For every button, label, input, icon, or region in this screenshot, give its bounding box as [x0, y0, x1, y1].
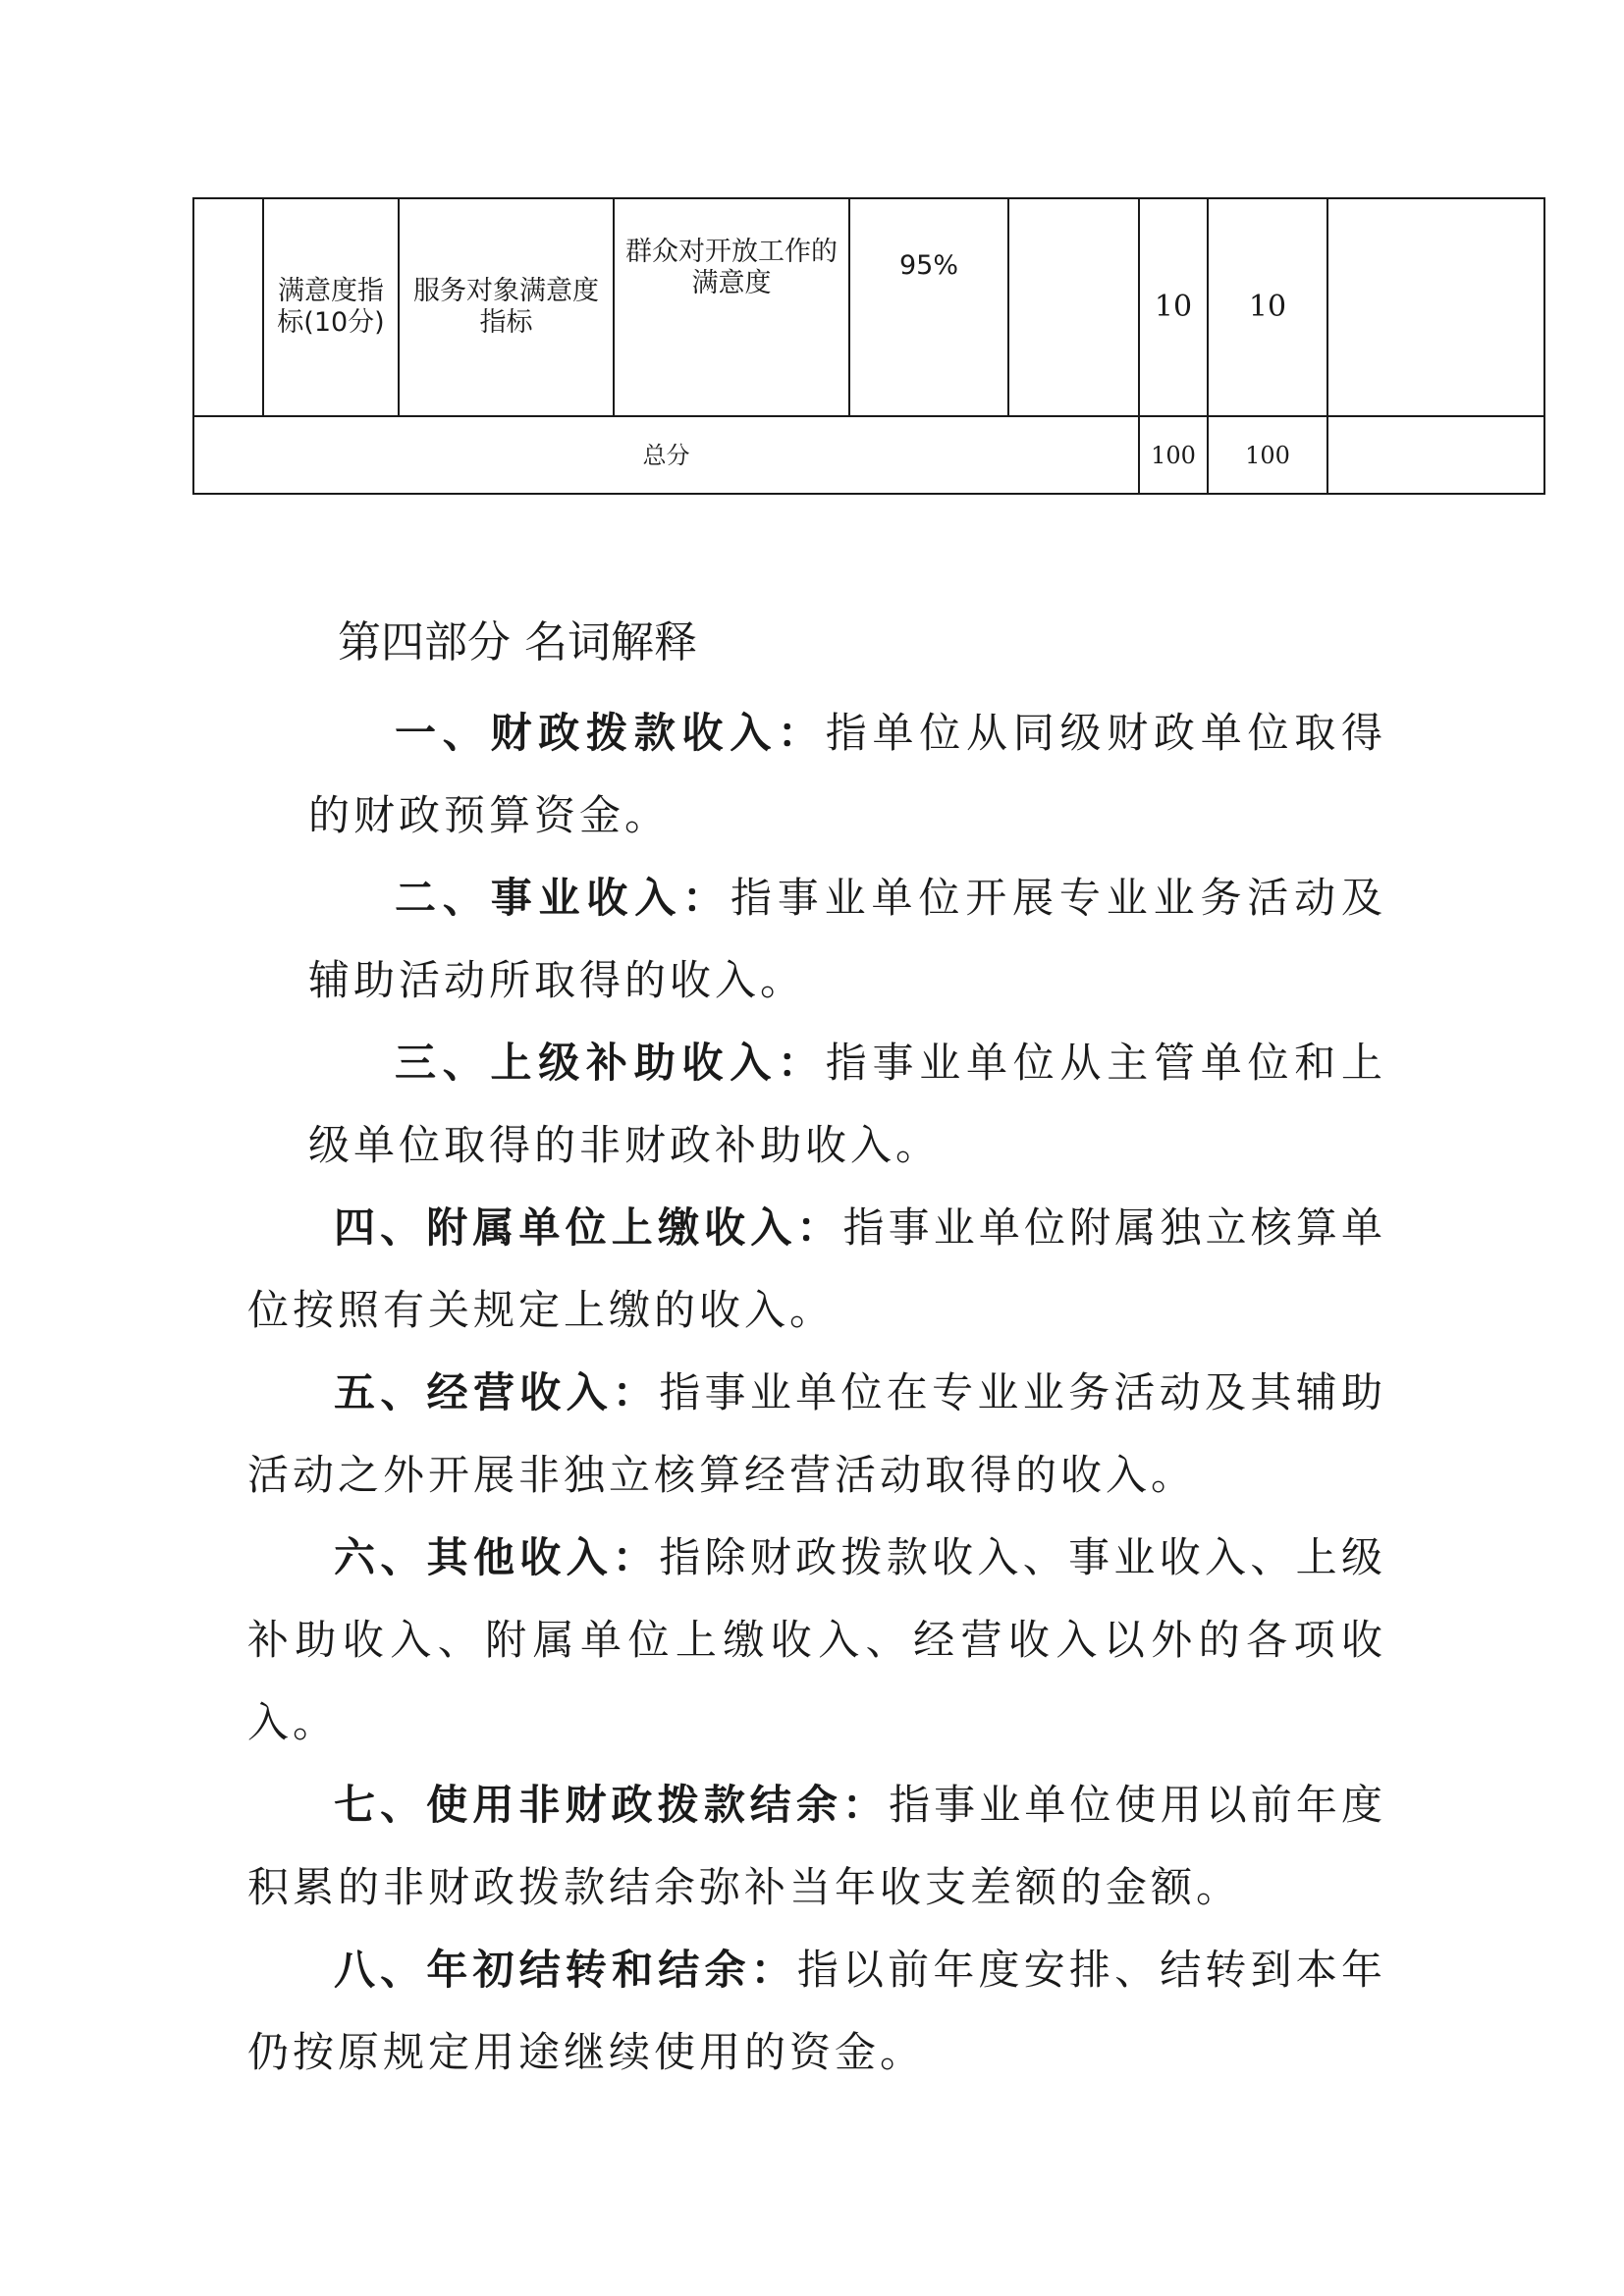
- definition-item: [247, 1764, 1386, 1929]
- definition-item: [247, 1187, 1386, 1352]
- definition-text: 指除财政拨款收入、事业收入、上级补助收入、附属单位上缴收入、经营收入以外的各项收入。: [247, 1533, 1386, 1746]
- table-cell-indicator-content: 群众对开放工作的满意度: [614, 198, 849, 416]
- definition-text: 指事业单位开展专业业务活动及辅助活动所取得的收入。: [308, 874, 1386, 1004]
- total-score: 100: [1208, 416, 1327, 494]
- table-row: [193, 198, 1544, 416]
- definition-text: 指以前年度安排、结转到本年仍按原规定用途继续使用的资金。: [247, 1946, 1386, 2076]
- definition-term: 六、其他收入：: [334, 1533, 660, 1581]
- definition-term: 四、附属单位上缴收入：: [334, 1203, 843, 1252]
- table-cell-score: 10: [1208, 198, 1327, 416]
- definition-text: 指事业单位使用以前年度积累的非财政拨款结余弥补当年收支差额的金额。: [247, 1781, 1386, 1911]
- definition-text: 指事业单位从主管单位和上级单位取得的非财政补助收入。: [308, 1039, 1386, 1169]
- definition-item: [247, 857, 1386, 1022]
- definition-text: 指事业单位在专业业务活动及其辅助活动之外开展非独立核算经营活动取得的收入。: [247, 1368, 1386, 1499]
- table-cell: [1008, 198, 1139, 416]
- definitions: [247, 692, 1386, 2094]
- definition-term: 一、财政拨款收入：: [395, 709, 826, 757]
- table-row-total: [193, 416, 1544, 494]
- definition-term: 八、年初结转和结余：: [334, 1946, 797, 1994]
- definition-term: 二、事业收入：: [395, 874, 731, 922]
- total-label: 总分: [193, 416, 1139, 494]
- definition-term: 七、使用非财政拨款结余：: [334, 1781, 890, 1829]
- definition-term: 三、上级补助收入：: [395, 1039, 826, 1087]
- section-title: 第四部分 名词解释: [338, 617, 697, 667]
- definition-item: [247, 1517, 1386, 1764]
- performance-table: [192, 197, 1545, 495]
- table-cell: [1327, 416, 1544, 494]
- table-cell-indicator-level2: 满意度指标(10分): [263, 198, 399, 416]
- table-cell-weight: 10: [1139, 198, 1208, 416]
- definition-item: [247, 1022, 1386, 1187]
- definition-item: [247, 1352, 1386, 1517]
- definition-text: 指事业单位附属独立核算单位按照有关规定上缴的收入。: [247, 1203, 1386, 1334]
- total-weight: 100: [1139, 416, 1208, 494]
- definition-item: [247, 1929, 1386, 2094]
- definition-item: [247, 692, 1386, 857]
- definition-text: 指单位从同级财政单位取得的财政预算资金。: [308, 709, 1386, 839]
- table-cell-indicator-level3: 服务对象满意度指标: [399, 198, 614, 416]
- table-cell: [1327, 198, 1544, 416]
- table-cell: [193, 198, 263, 416]
- definition-term: 五、经营收入：: [334, 1368, 660, 1416]
- table-cell-target-value: 95%: [849, 198, 1008, 416]
